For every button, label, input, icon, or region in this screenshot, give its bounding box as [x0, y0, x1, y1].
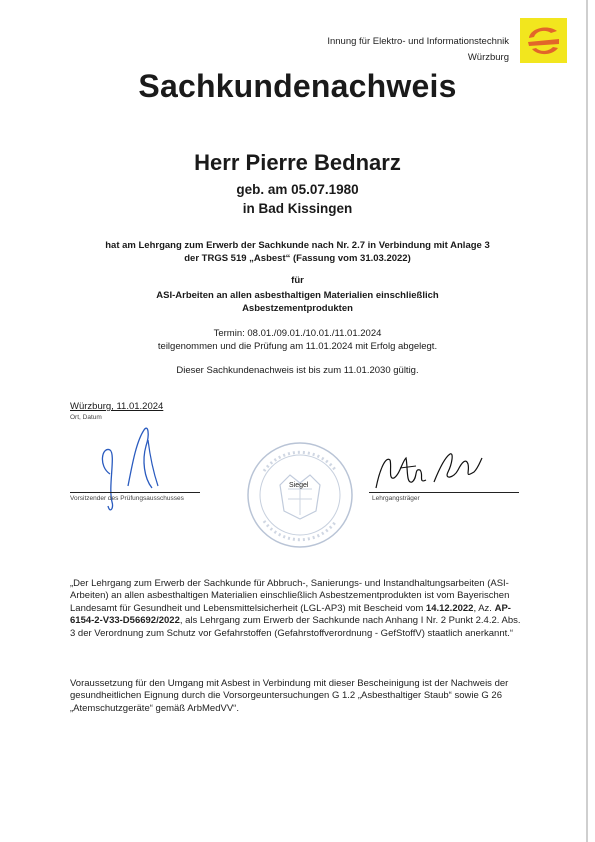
- course-statement-line-1: hat am Lehrgang zum Erwerb der Sachkunde nach Nr. 2.7 in Verbindung mit Anlage 3: [105, 240, 490, 251]
- signature-label-chair: Vorsitzender des Prüfungsausschusses: [70, 495, 184, 502]
- accreditation-paragraph: [70, 578, 522, 640]
- validity-statement: Dieser Sachkundenachweis ist bis zum 11.01.2030 gültig.: [176, 365, 419, 376]
- exam-result: teilgenommen und die Prüfung am 11.01.2024 mit Erfolg abgelegt.: [157, 341, 438, 352]
- scope-line-2: Asbestzementprodukten: [242, 303, 353, 314]
- issuing-organization: [327, 34, 509, 66]
- seal-label: Siegel: [289, 482, 309, 489]
- official-seal-icon: [244, 439, 356, 551]
- birth-date: geb. am 05.07.1980: [236, 182, 359, 197]
- course-statement-line-2: der TRGS 519 „Asbest“ (Fassung vom 31.03.2022): [184, 253, 411, 264]
- for-label: für: [291, 275, 304, 286]
- place-date: Würzburg, 11.01.2024: [70, 401, 164, 412]
- accreditation-reference: AP-6154-2-V33-D56692/2022: [70, 602, 511, 627]
- signature-line-chair: [70, 492, 200, 493]
- exam-dates: Termin: 08.01./09.01./10.01./11.01.2024: [213, 328, 382, 339]
- accreditation-date: 14.12.2022: [425, 602, 474, 614]
- e-mark-logo-icon: [520, 18, 567, 63]
- handwritten-signature-icon: [370, 448, 490, 496]
- accreditation-text-c: , als Lehrgang zum Erwerb der Sachkunde nach Anhang I Nr. 2 Punkt 2.4.2. Abs. 3 der Verordnung zum Schutz vor Gefahrstoffen (Gefahrstoffverordnung - GefStoffV) staatlich anerkannt.“: [70, 615, 521, 639]
- signature-line-provider: [369, 492, 519, 493]
- accreditation-text-b: , Az.: [473, 602, 495, 614]
- org-city: Würzburg: [467, 52, 509, 63]
- org-name: Innung für Elektro- und Informationstechnik: [327, 36, 509, 47]
- recipient-name: Herr Pierre Bednarz: [194, 150, 401, 175]
- birth-info: [0, 180, 595, 218]
- accreditation-text-a: „Der Lehrgang zum Erwerb der Sachkunde für Abbruch-, Sanierungs- und Instandhaltungsarbeiten (ASI-Arbeiten) an allen asbesthaltigen Materialien einschließlich Asbestzementprodukten ist vom Bayerischen Landesamt für Gesundheit und Lebensmittelsicherheit (LGL-AP3) mit Bescheid vom: [70, 578, 510, 614]
- birth-place: in Bad Kissingen: [242, 201, 353, 216]
- scope-line-1: ASI-Arbeiten an allen asbesthaltigen Materialien einschließlich: [156, 290, 439, 301]
- exam-info: [0, 327, 595, 353]
- signature-label-provider: Lehrgangsträger: [372, 495, 420, 502]
- scope-statement: [0, 289, 595, 315]
- course-statement: [0, 239, 595, 265]
- place-date-label: Ort, Datum: [70, 414, 102, 421]
- document-title: Sachkundenachweis: [138, 68, 457, 104]
- requirement-paragraph: Voraussetzung für den Umgang mit Asbest in Verbindung mit dieser Bescheinigung ist der Nachweis der gesundheitlichen Eignung durch die Vorsorgeuntersuchungen G 1.2 „Asbesthaltiger Staub“ sowie G 26 „Atemschutzgeräte“ gemäß ArbMedVV“.: [70, 678, 509, 714]
